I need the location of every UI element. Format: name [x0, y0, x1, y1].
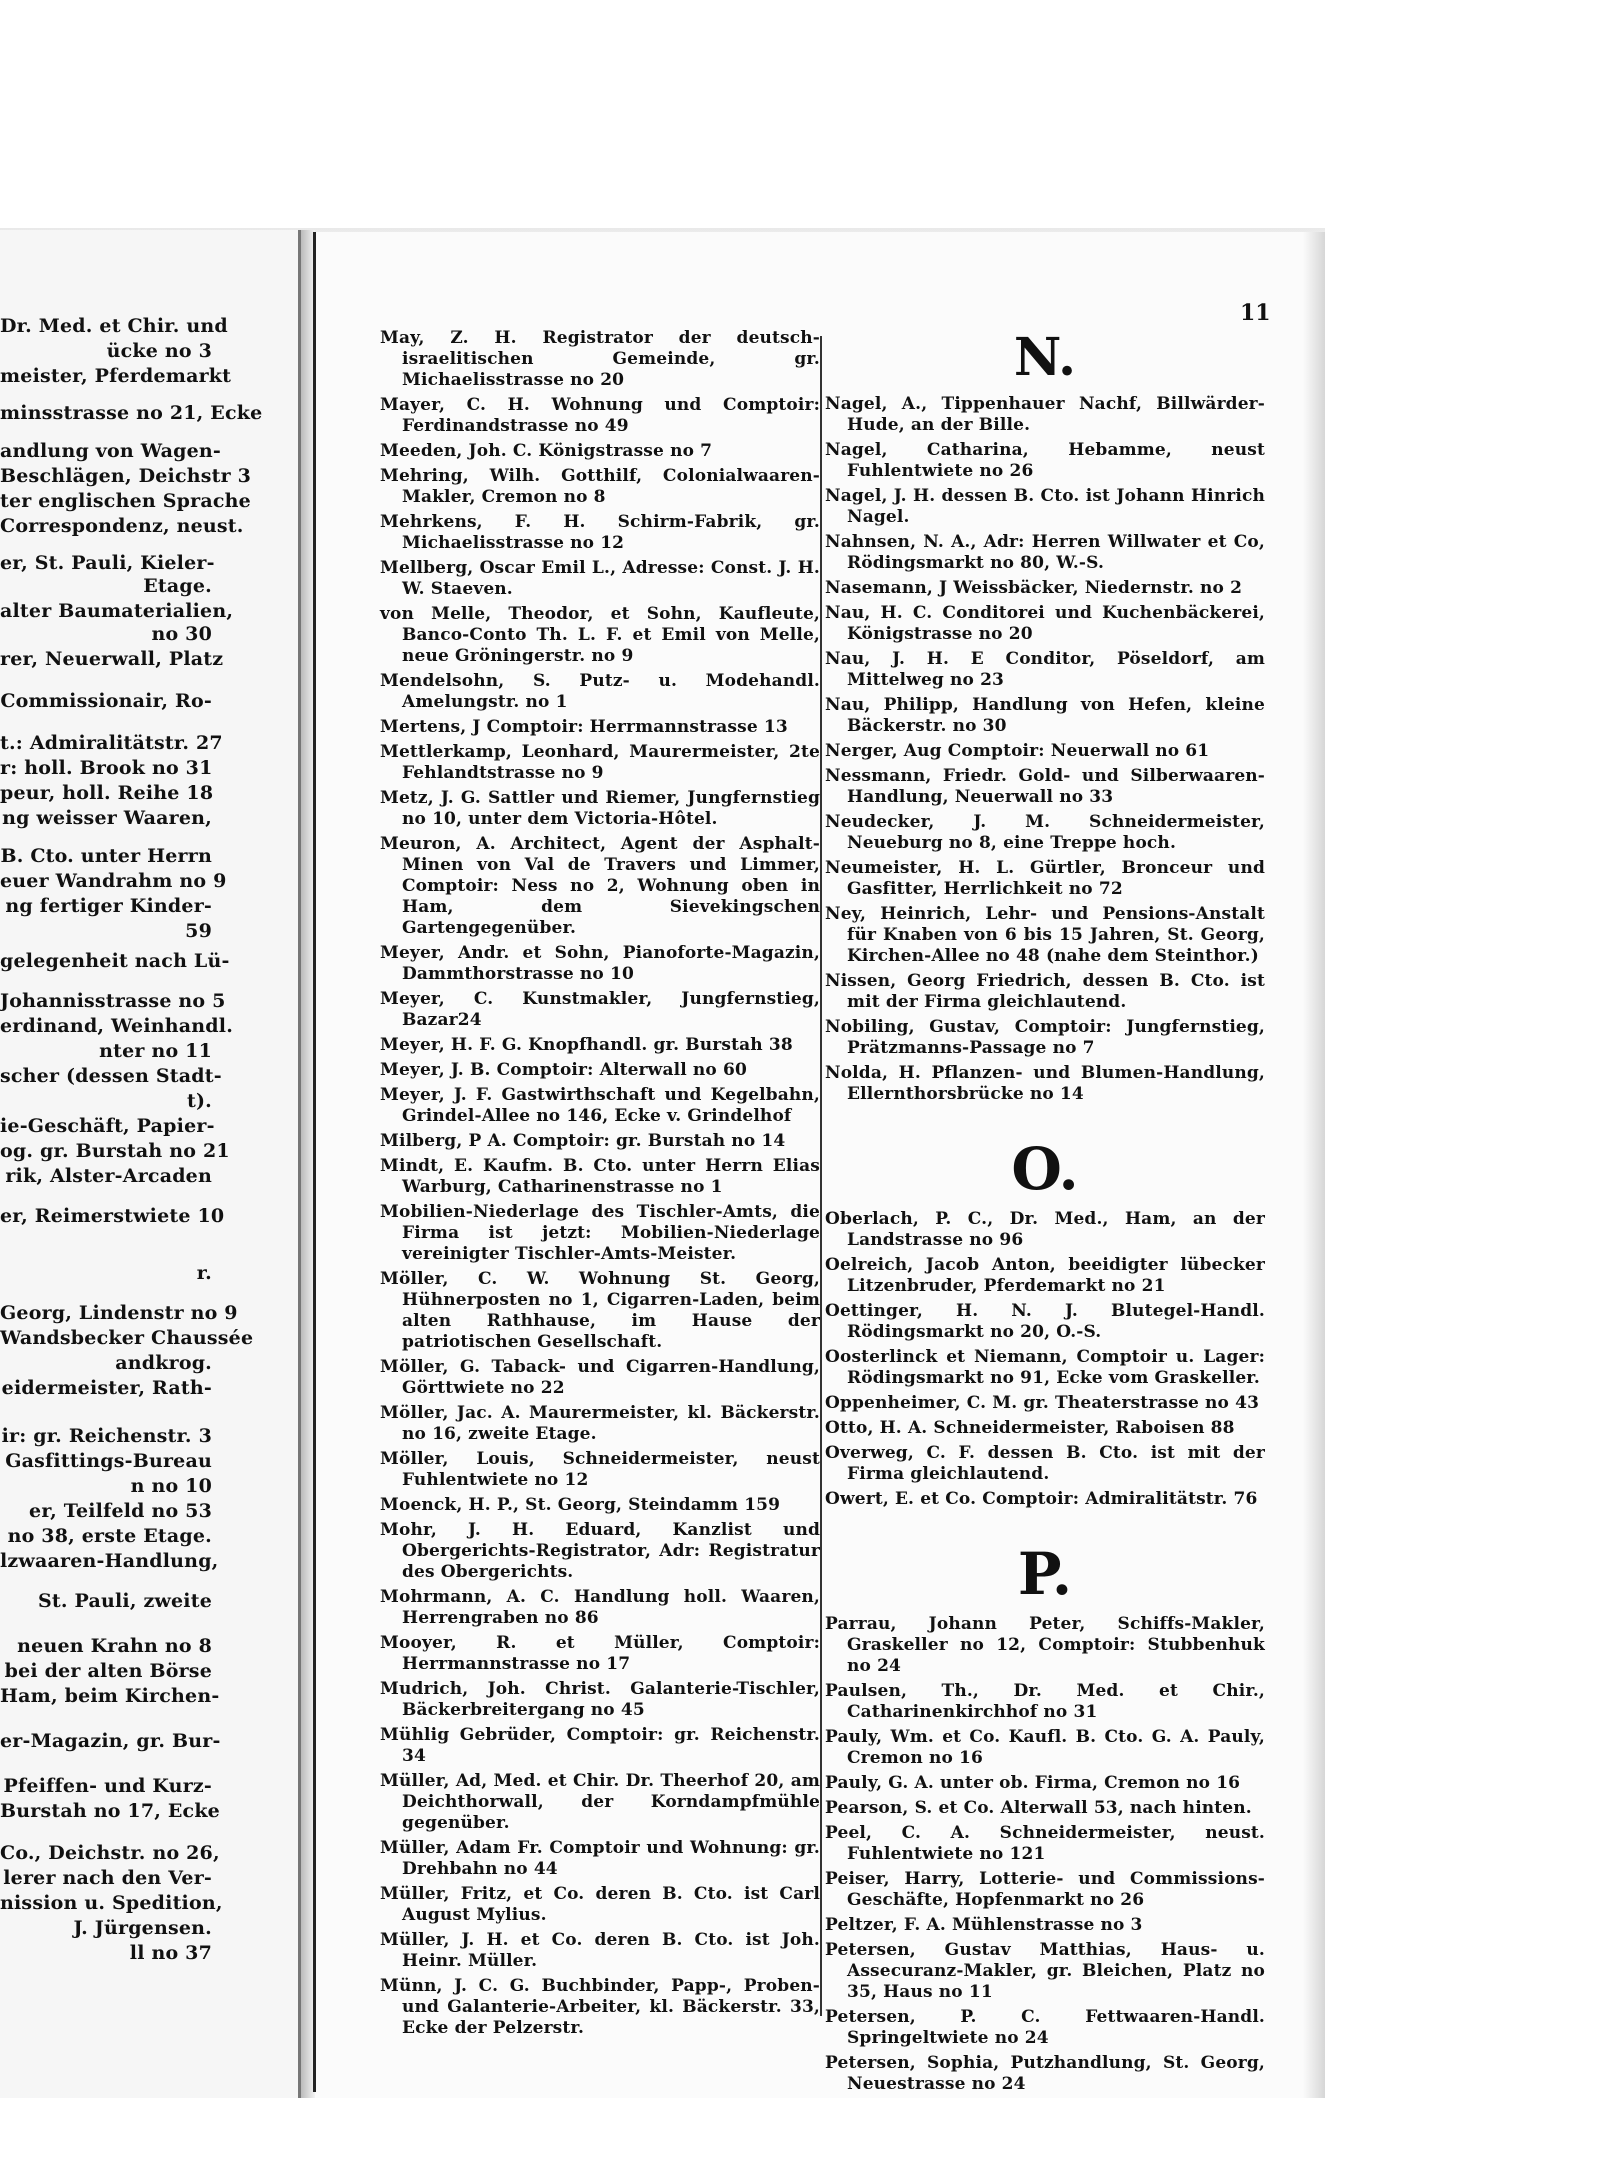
left-fragment-line: euer Wandrahm no 9	[0, 870, 227, 892]
left-fragment-line: neuen Krahn no 8	[17, 1635, 212, 1657]
left-fragment-line: ir: gr. Reichenstr. 3	[1, 1425, 212, 1447]
directory-entry: Nagel, Catharina, Hebamme, neust Fuhlentwiete no 26	[825, 440, 1265, 481]
directory-entry: Nau, J. H. E Conditor, Pöseldorf, am Mittelweg no 23	[825, 649, 1265, 690]
left-fragment-line: r.	[196, 1262, 212, 1284]
directory-entry: Otto, H. A. Schneidermeister, Raboisen 88	[825, 1418, 1235, 1438]
directory-entry: Owert, E. et Co. Comptoir: Admiralitätstr. 76	[825, 1489, 1258, 1509]
directory-entry: Petersen, Gustav Matthias, Haus- u. Assecuranz-Makler, gr. Bleichen, Platz no 35, Haus no 11	[825, 1940, 1265, 2002]
directory-entry: Nobiling, Gustav, Comptoir: Jungfernstieg, Prätzmanns-Passage no 7	[825, 1017, 1265, 1058]
directory-entry: Mohr, J. H. Eduard, Kanzlist und Obergerichts-Registrator, Adr: Registratur des Obergerichts.	[380, 1520, 820, 1582]
directory-entry: Möller, C. W. Wohnung St. Georg, Hühnerposten no 1, Cigarren-Laden, beim alten Rathhause, im Hause der patriotischen Gesellschaft.	[380, 1269, 820, 1352]
directory-entry: Mertens, J Comptoir: Herrmannstrasse 13	[380, 717, 788, 737]
directory-entry: Peiser, Harry, Lotterie- und Commissions-Geschäfte, Hopfenmarkt no 26	[825, 1869, 1265, 1910]
left-fragment-line: eidermeister, Rath-	[1, 1377, 212, 1399]
left-fragment-line: n no 10	[130, 1475, 212, 1497]
directory-entry: May, Z. H. Registrator der deutsch-israelitischen Gemeinde, gr. Michaelisstrasse no 20	[380, 328, 820, 390]
directory-entry: Parrau, Johann Peter, Schiffs-Makler, Graskeller no 12, Comptoir: Stubbenhuk no 24	[825, 1614, 1265, 1676]
directory-entry: Paulsen, Th., Dr. Med. et Chir., Catharinenkirchhof no 31	[825, 1681, 1265, 1722]
directory-entry: Mendelsohn, S. Putz- u. Modehandl. Amelungstr. no 1	[380, 671, 820, 712]
directory-entry: Müller, Adam Fr. Comptoir und Wohnung: gr. Drehbahn no 44	[380, 1838, 820, 1879]
left-fragment-line: Commissionair, Ro-	[0, 690, 212, 712]
directory-entry: Nau, Philipp, Handlung von Hefen, kleine Bäckerstr. no 30	[825, 695, 1265, 736]
section-letter-heading: N.	[1013, 327, 1077, 388]
left-fragment-line: J. Jürgensen.	[73, 1917, 212, 1939]
directory-entry: Mohrmann, A. C. Handlung holl. Waaren, Herrengraben no 86	[380, 1587, 820, 1628]
left-fragment-line: no 30	[151, 623, 212, 645]
directory-entry: Nahnsen, N. A., Adr: Herren Willwater et Co, Rödingsmarkt no 80, W.-S.	[825, 532, 1265, 573]
directory-entry: Pauly, G. A. unter ob. Firma, Cremon no 16	[825, 1773, 1241, 1793]
left-fragment-line: alter Baumaterialien,	[0, 600, 234, 622]
left-fragment-line: nter no 11	[99, 1040, 212, 1062]
page-number: 11	[1240, 300, 1271, 326]
left-fragment-line: r: holl. Brook no 31	[0, 757, 213, 779]
directory-entry: Müller, Ad, Med. et Chir. Dr. Theerhof 20, am Deichthorwall, der Korndampfmühle gegenüber.	[380, 1771, 820, 1833]
left-fragment-line: scher (dessen Stadt-	[0, 1065, 222, 1087]
column-divider	[820, 336, 822, 2016]
directory-entry: Nagel, J. H. dessen B. Cto. ist Johann Hinrich Nagel.	[825, 486, 1265, 527]
left-fragment-line: St. Pauli, zweite	[37, 1590, 212, 1612]
directory-entry: Peel, C. A. Schneidermeister, neust. Fuhlentwiete no 121	[825, 1823, 1265, 1864]
directory-entry: Nerger, Aug Comptoir: Neuerwall no 61	[825, 741, 1210, 761]
left-fragment-line: 59	[185, 920, 212, 942]
directory-entry: Nau, H. C. Conditorei und Kuchenbäckerei, Königstrasse no 20	[825, 603, 1265, 644]
left-fragment-line: Dr. Med. et Chir. und	[0, 315, 228, 337]
left-fragment-line: Correspondenz, neust.	[0, 515, 244, 537]
left-fragment-line: andlung von Wagen-	[0, 440, 221, 462]
directory-entry: Meyer, J. B. Comptoir: Alterwall no 60	[380, 1060, 747, 1080]
directory-entry: Meyer, C. Kunstmakler, Jungfernstieg, Bazar24	[380, 989, 820, 1030]
directory-entry: Milberg, P A. Comptoir: gr. Burstah no 14	[380, 1131, 786, 1151]
directory-entry: Ney, Heinrich, Lehr- und Pensions-Anstalt für Knaben von 6 bis 15 Jahren, St. Georg, Kirchen-Allee no 48 (nahe dem Steinthor.)	[825, 904, 1265, 966]
left-fragment-line: no 38, erste Etage.	[7, 1525, 212, 1547]
left-fragment-line: Gasfittings-Bureau	[5, 1450, 212, 1472]
left-fragment-line: gelegenheit nach Lü-	[0, 950, 230, 972]
directory-entry: Nagel, A., Tippenhauer Nachf, Billwärder-Hude, an der Bille.	[825, 394, 1265, 435]
directory-entry: Müller, Fritz, et Co. deren B. Cto. ist Carl August Mylius.	[380, 1884, 820, 1925]
left-fragment-line: nission u. Spedition,	[0, 1892, 223, 1914]
left-fragment-line: meister, Pferdemarkt	[0, 365, 232, 387]
directory-entry: Mudrich, Joh. Christ. Galanterie-Tischler, Bäckerbreitergang no 45	[380, 1679, 820, 1720]
left-fragment-line: Etage.	[143, 575, 212, 597]
directory-entry: Oettinger, H. N. J. Blutegel-Handl. Rödingsmarkt no 20, O.-S.	[825, 1301, 1265, 1342]
directory-entry: Mellberg, Oscar Emil L., Adresse: Const. J. H. W. Staeven.	[380, 558, 820, 599]
directory-entry: Mindt, E. Kaufm. B. Cto. unter Herrn Elias Warburg, Catharinenstrasse no 1	[380, 1156, 820, 1197]
left-fragment-line: Wandsbecker Chaussée	[0, 1327, 254, 1349]
directory-entry: Metz, J. G. Sattler und Riemer, Jungfernstieg no 10, unter dem Victoria-Hôtel.	[380, 788, 820, 829]
left-fragment-line: bei der alten Börse	[4, 1660, 212, 1682]
directory-entry: Pearson, S. et Co. Alterwall 53, nach hinten.	[825, 1798, 1252, 1818]
left-fragment-line: er, Teilfeld no 53	[29, 1500, 212, 1522]
left-fragment-line: Beschlägen, Deichstr 3	[0, 465, 252, 487]
directory-entry: Münn, J. C. G. Buchbinder, Papp-, Proben- und Galanterie-Arbeiter, kl. Bäckerstr. 33, Ecke der Pelzerstr.	[380, 1976, 820, 2038]
page-border-rule	[313, 232, 316, 2092]
directory-entry: Meyer, H. F. G. Knopfhandl. gr. Burstah 38	[380, 1035, 793, 1055]
directory-entry: Mehrkens, F. H. Schirm-Fabrik, gr. Michaelisstrasse no 12	[380, 512, 820, 553]
left-fragment-line: Pfeiffen- und Kurz-	[3, 1775, 212, 1797]
left-fragment-line: B. Cto. unter Herrn	[0, 845, 212, 867]
left-fragment-line: minsstrasse no 21, Ecke	[0, 402, 263, 424]
directory-entry: Mühlig Gebrüder, Comptoir: gr. Reichenstr. 34	[380, 1725, 820, 1766]
left-fragment-line: ücke no 3	[106, 340, 212, 362]
directory-entry: Mehring, Wilh. Gotthilf, Colonialwaaren-Makler, Cremon no 8	[380, 466, 820, 507]
directory-entry: Oelreich, Jacob Anton, beeidigter lübecker Litzenbruder, Pferdemarkt no 21	[825, 1255, 1265, 1296]
left-fragment-line: andkrog.	[115, 1352, 212, 1374]
left-fragment-line: erdinand, Weinhandl.	[0, 1015, 234, 1037]
directory-entry: Petersen, P. C. Fettwaaren-Handl. Springeltwiete no 24	[825, 2007, 1265, 2048]
directory-entry: Nissen, Georg Friedrich, dessen B. Cto. ist mit der Firma gleichlautend.	[825, 971, 1265, 1012]
directory-entry: Möller, Jac. A. Maurermeister, kl. Bäckerstr. no 16, zweite Etage.	[380, 1403, 820, 1444]
directory-entry: Nessmann, Friedr. Gold- und Silberwaaren-Handlung, Neuerwall no 33	[825, 766, 1265, 807]
left-fragment-line: ll no 37	[129, 1942, 212, 1964]
page-edge-shadow	[1303, 232, 1325, 2098]
directory-entry: Mooyer, R. et Müller, Comptoir: Herrmannstrasse no 17	[380, 1633, 820, 1674]
directory-entry: Moenck, H. P., St. Georg, Steindamm 159	[380, 1495, 781, 1515]
directory-entry: Neumeister, H. L. Gürtler, Bronceur und Gasfitter, Herrlichkeit no 72	[825, 858, 1265, 899]
directory-column-m	[380, 328, 820, 2043]
left-fragment-line: Co., Deichstr. no 26,	[0, 1842, 220, 1864]
directory-entry: Mayer, C. H. Wohnung und Comptoir: Ferdinandstrasse no 49	[380, 395, 820, 436]
directory-entry: Peltzer, F. A. Mühlenstrasse no 3	[825, 1915, 1143, 1935]
left-fragment-line: er, Reimerstwiete 10	[0, 1205, 225, 1227]
left-fragment-line: Burstah no 17, Ecke	[0, 1800, 220, 1822]
left-fragment-line: ter englischen Sprache	[0, 490, 251, 512]
directory-entry: Oosterlinck et Niemann, Comptoir u. Lager: Rödingsmarkt no 91, Ecke vom Graskeller.	[825, 1347, 1265, 1388]
directory-entry: Oppenheimer, C. M. gr. Theaterstrasse no 43	[825, 1393, 1260, 1413]
left-fragment-line: t).	[187, 1090, 212, 1112]
left-fragment-line: peur, holl. Reihe 18	[0, 782, 214, 804]
directory-entry: Petersen, Sophia, Putzhandlung, St. Georg, Neuestrasse no 24	[825, 2053, 1265, 2094]
directory-entry: von Melle, Theodor, et Sohn, Kaufleute, Banco-Conto Th. L. F. et Emil von Melle, neue Gröningerstr. no 9	[380, 604, 820, 666]
directory-entry: Möller, G. Taback- und Cigarren-Handlung, Görttwiete no 22	[380, 1357, 820, 1398]
section-letter-heading: P.	[1017, 1540, 1073, 1608]
directory-entry: Meyer, Andr. et Sohn, Pianoforte-Magazin, Dammthorstrasse no 10	[380, 943, 820, 984]
left-fragment-line: lzwaaren-Handlung,	[0, 1550, 219, 1572]
left-fragment-line: ng weisser Waaren,	[2, 807, 212, 829]
directory-entry: Nasemann, J Weissbäcker, Niedernstr. no 2	[825, 578, 1243, 598]
left-fragment-line: t.: Admiralitätstr. 27	[0, 732, 223, 754]
left-fragment-line: ie-Geschäft, Papier-	[0, 1115, 215, 1137]
directory-entry: Nolda, H. Pflanzen- und Blumen-Handlung, Ellernthorsbrücke no 14	[825, 1063, 1265, 1104]
directory-entry: Pauly, Wm. et Co. Kaufl. B. Cto. G. A. Pauly, Cremon no 16	[825, 1727, 1265, 1768]
directory-entry: Meyer, J. F. Gastwirthschaft und Kegelbahn, Grindel-Allee no 146, Ecke v. Grindelhof	[380, 1085, 820, 1126]
left-fragment-line: er, St. Pauli, Kieler-	[0, 552, 215, 574]
directory-entry: Oberlach, P. C., Dr. Med., Ham, an der Landstrasse no 96	[825, 1209, 1265, 1250]
directory-entry: Müller, J. H. et Co. deren B. Cto. ist Joh. Heinr. Müller.	[380, 1930, 820, 1971]
section-letter-heading: O.	[1011, 1135, 1079, 1203]
left-fragment-line: rer, Neuerwall, Platz	[0, 648, 224, 670]
left-fragment-line: lerer nach den Ver-	[3, 1867, 212, 1889]
left-fragment-line: Ham, beim Kirchen-	[0, 1685, 220, 1707]
left-fragment-line: Johannisstrasse no 5	[0, 990, 226, 1012]
left-fragment-line: ng fertiger Kinder-	[5, 895, 212, 917]
left-fragment-line: og. gr. Burstah no 21	[0, 1140, 230, 1162]
left-fragment-line: er-Magazin, gr. Bur-	[0, 1730, 221, 1752]
directory-entry: Meuron, A. Architect, Agent der Asphalt-Minen von Val de Travers und Limmer, Comptoir: Ness no 2, Wohnung oben in Ham, dem Sievekingschen Gartengegenüber.	[380, 834, 820, 938]
directory-entry: Neudecker, J. M. Schneidermeister, Neueburg no 8, eine Treppe hoch.	[825, 812, 1265, 853]
directory-entry: Meeden, Joh. C. Königstrasse no 7	[380, 441, 713, 461]
directory-entry: Möller, Louis, Schneidermeister, neust Fuhlentwiete no 12	[380, 1449, 820, 1490]
directory-entry: Overweg, C. F. dessen B. Cto. ist mit der Firma gleichlautend.	[825, 1443, 1265, 1484]
directory-column-nop	[825, 328, 1265, 2099]
directory-entry: Mettlerkamp, Leonhard, Maurermeister, 2te Fehlandtstrasse no 9	[380, 742, 820, 783]
left-fragment-line: Georg, Lindenstr no 9	[0, 1302, 238, 1324]
directory-entry: Mobilien-Niederlage des Tischler-Amts, die Firma ist jetzt: Mobilien-Niederlage vereinigter Tischler-Amts-Meister.	[380, 1202, 820, 1264]
left-page-fragment	[0, 230, 301, 2098]
left-fragment-line: rik, Alster-Arcaden	[5, 1165, 212, 1187]
